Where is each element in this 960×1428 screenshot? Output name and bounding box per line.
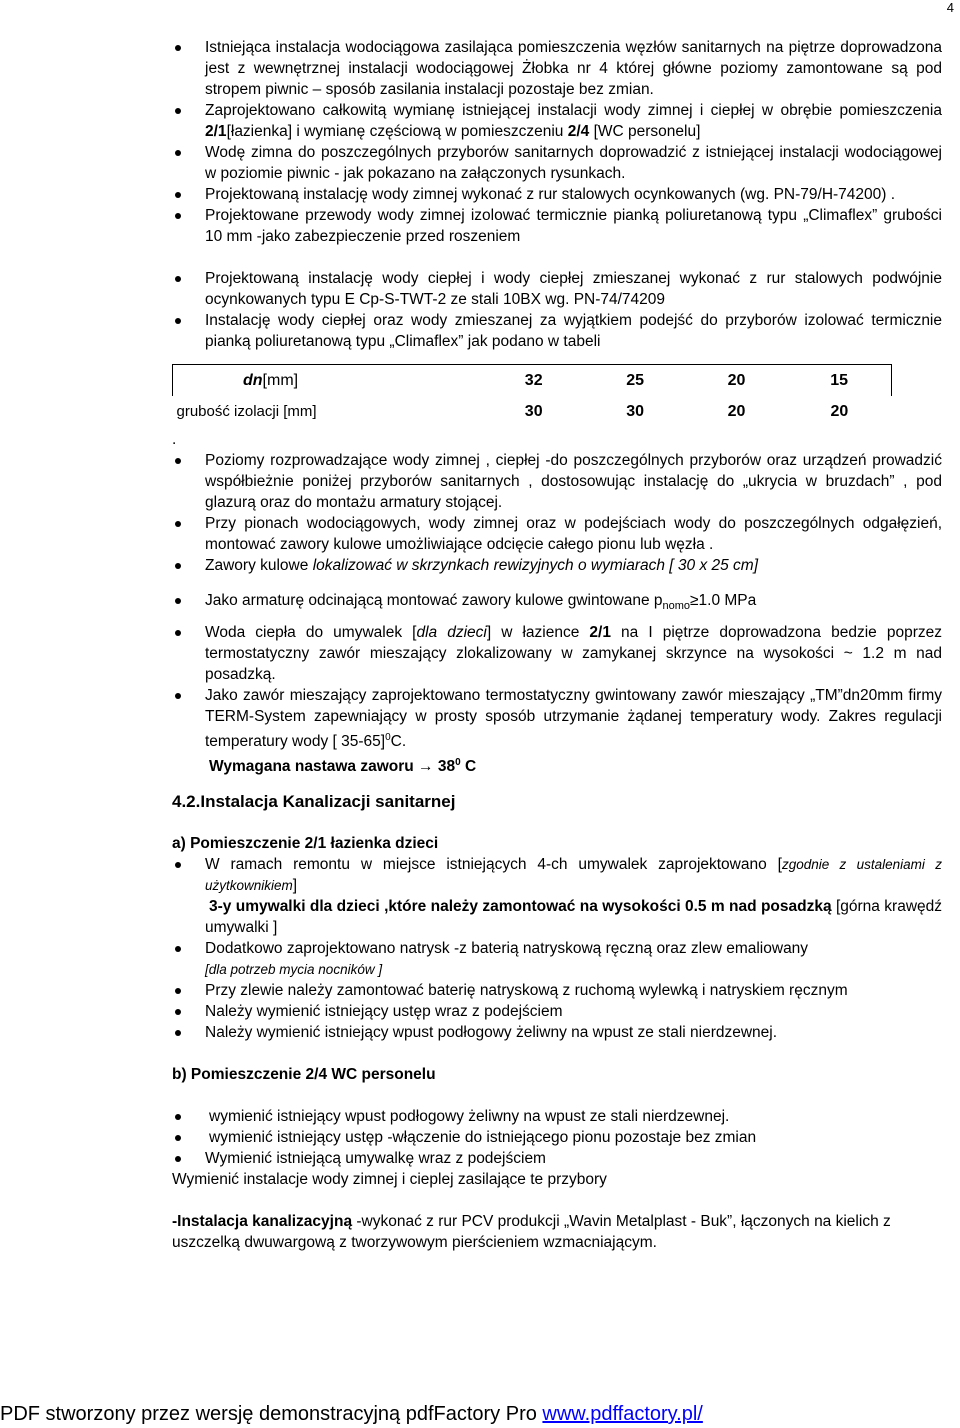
list-item: Należy wymienić istniejący wpust podłogowy żeliwny na wpust ze stali nierdzewnej. xyxy=(172,1022,942,1043)
page-number: 4 xyxy=(946,0,954,15)
water-supply-list xyxy=(172,37,942,247)
distribution-list xyxy=(172,450,942,576)
list-item: wymienić istniejący ustęp -włączenie do istniejącego pionu pozostaje bez zmian xyxy=(172,1127,942,1148)
hot-water-list xyxy=(172,268,942,352)
list-item: Woda ciepła do umywalek [dla dzieci] w łazience 2/1 na I piętrze doprowadzona bedzie poprzez termostatyczny zawór mieszający zlokalizowany w zamykanej skrzynce na wysokości ~ 1.2 m nad posadzką. xyxy=(172,622,942,685)
list-item: Poziomy rozprowadzające wody zimnej , ciepłej -do poszczególnych przyborów oraz urządzeń prowadzić współbieżnie poniżej przyborów sanitarnych , dostosowując instalację do „ukrycia w bruzdach” , pod glazurą oraz do montażu armatury stojącej. xyxy=(172,450,942,513)
wc-list xyxy=(172,1106,942,1169)
stray-dot: . xyxy=(172,431,177,448)
table-cell: 25 xyxy=(584,365,685,397)
list-item: Zaprojektowano całkowitą wymianę istniejącej instalacji wody zimnej i ciepłej w obrębie pomieszczenia 2/1[łazienka] i wymianę częściową w pomieszczeniu 2/4 [WC personelu] xyxy=(172,100,942,142)
table-cell: dn[mm] xyxy=(173,365,484,397)
spacer xyxy=(172,812,942,833)
table-cell: grubość izolacji [mm] xyxy=(176,403,317,420)
table-cell: 30 xyxy=(524,403,543,420)
list-item: wymienić istniejący wpust podłogowy żeliwny na wpust ze stali nierdzewnej. xyxy=(172,1106,942,1127)
pdf-footer: PDF stworzony przez wersję demonstracyjną pdfFactory Pro www.pdffactory.pl/ xyxy=(0,1403,703,1425)
document-body xyxy=(172,37,942,1253)
insulation-table xyxy=(172,364,892,427)
valves-list xyxy=(172,590,942,777)
list-item: Istniejąca instalacja wodociągowa zasilająca pomieszczenia węzłów sanitarnych na piętrze doprowadzona jest z wewnętrznej instalacji wodociągowej Żłobka nr 4 której główne poziomy zamontowane są pod stropem piwnic – sposób zasilania instalacji pozostaje bez zmian. xyxy=(172,37,942,100)
list-item: Jako zawór mieszający zaprojektowano termostatyczny gwintowany zawór mieszający „TM”dn20mm firmy TERM-System zapewniający w prosty sposób utrzymanie żądanej temperatury wody. Zakres regulacji temperatury wody [ 35-65]$^0$C. Wymagana nastawa zaworu → $38^0$ C xyxy=(172,685,942,777)
subsection-heading: a) Pomieszczenie 2/1 łazienka dzieci xyxy=(172,835,439,853)
spacer xyxy=(172,576,942,590)
table-cell: 20 xyxy=(830,403,849,420)
list-item: Zawory kulowe lokalizować w skrzynkach rewizyjnych o wymiarach [ 30 x 25 cm] xyxy=(172,555,942,576)
spacer xyxy=(172,777,942,791)
list-item: Dodatkowo zaprojektowano natrysk -z baterią natryskową ręczną oraz zlew emaliowany [dla potrzeb mycia nocników ] xyxy=(172,938,942,980)
list-item: Projektowaną instalację wody ciepłej i wody ciepłej zmieszanej wykonać z rur stalowych podwójnie ocynkowanych typu E Cp-S-TWT-2 ze stali 10BX wg. PN-74/74209 xyxy=(172,268,942,310)
list-item: W ramach remontu w miejsce istniejących 4-ch umywalek zaprojektowano [zgodnie z ustaleniami z użytkownikiem] 3-y umywalki dla dzieci ,które należy zamontować na wysokości 0.5 m nad posadzką [górna krawędź umywalki ] xyxy=(172,854,942,938)
spacer xyxy=(172,1190,942,1211)
list-item: Przy pionach wodociągowych, wody zimnej oraz w podejściach wody do poszczególnych odgałęzień, montować zawory kulowe umożliwiające odcięcie całego pionu lub węzła . xyxy=(172,513,942,555)
table-cell: 20 xyxy=(686,365,787,397)
spacer xyxy=(172,1085,942,1106)
list-item: Przy zlewie należy zamontować baterię natryskową z ruchomą wylewką i natryskiem ręcznym xyxy=(172,980,942,1001)
footer-link[interactable]: www.pdffactory.pl/ xyxy=(542,1403,703,1425)
spacer xyxy=(172,247,942,268)
table-cell: 32 xyxy=(483,365,584,397)
table-cell: 15 xyxy=(787,365,891,397)
paragraph: Wymienić instalacje wody zimnej i cieplej zasilające te przybory xyxy=(172,1171,607,1189)
list-item: Instalację wody ciepłej oraz wody zmieszanej za wyjątkiem podejść do przyborów izolować termicznie pianką poliuretanową typu „Climaflex” jak podano w tabeli xyxy=(172,310,942,352)
spacer xyxy=(172,1043,942,1064)
table-cell: 30 xyxy=(626,403,644,420)
list-item: Należy wymienić istniejący ustęp wraz z podejściem xyxy=(172,1001,942,1022)
list-item: Wodę zimna do poszczególnych przyborów sanitarnych doprowadzić z istniejącej instalacji wodociągowej w poziomie piwnic - jak pokazano na załączonych rysunkach. xyxy=(172,142,942,184)
table-row xyxy=(173,365,892,397)
list-item: Projektowane przewody wody zimnej izolować termicznie pianką poliuretanową typu „Climaflex” grubości 10 mm -jako zabezpieczenie przed roszeniem xyxy=(172,205,942,247)
list-item: Jako armaturę odcinającą montować zawory kulowe gwintowane $p_{nomo}\ge 1.0$ MPa xyxy=(172,590,942,617)
list-item: Projektowaną instalację wody zimnej wykonać z rur stalowych ocynkowanych (wg. PN-79/H-74200) . xyxy=(172,184,942,205)
table-row xyxy=(173,396,892,427)
subsection-heading: b) Pomieszczenie 2/4 WC personelu xyxy=(172,1066,436,1084)
section-heading: 4.2.Instalacja Kanalizacji sanitarnej xyxy=(172,792,456,812)
list-item: Wymienić istniejącą umywalkę wraz z podejściem xyxy=(172,1148,942,1169)
bathroom-list xyxy=(172,854,942,1043)
table-cell: 20 xyxy=(727,403,746,420)
paragraph: -Instalacja kanalizacyjną -wykonać z rur PCV produkcji „Wavin Metalplast - Buk”, łączonych na kielich z uszczelką dwuwargową z tworzywowym pierścieniem wzmacniającym. xyxy=(172,1213,891,1252)
